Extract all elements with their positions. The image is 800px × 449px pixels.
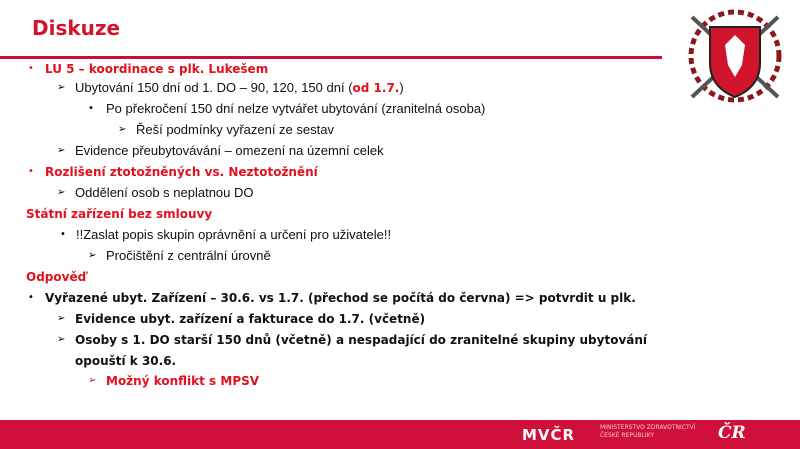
list-item: Osoby s 1. DO starší 150 dnů (včetně) a nespadající do zranitelné skupiny ubytování: [75, 333, 648, 347]
arrow-bullet-icon: ➢: [57, 334, 66, 345]
arrow-bullet-icon: ➢: [57, 187, 66, 198]
bullet-icon: •: [88, 103, 94, 114]
arrow-bullet-icon: ➢: [88, 250, 97, 261]
list-item: Možný konflikt s MPSV: [106, 374, 260, 388]
ministry-logo: MVČR: [522, 426, 576, 444]
ministry-name-line2: ČESKÉ REPUBLIKY: [600, 432, 655, 439]
list-item: Po překročení 150 dní nelze vytvářet ubytování (zranitelná osoba): [106, 101, 486, 116]
list-item: Pročištění z centrální úrovně: [106, 248, 271, 263]
list-item: Evidence přeubytovávání – omezení na územní celek: [75, 143, 384, 158]
arrow-bullet-icon: ➢: [57, 82, 66, 93]
bullet-icon: •: [28, 292, 34, 303]
list-item-tail: ): [399, 80, 404, 95]
list-item-text: Ubytování 150 dní od 1. DO – 90, 120, 150 dní (: [75, 80, 353, 95]
arrow-bullet-icon: ➢: [57, 145, 66, 156]
list-item-continuation: opouští k 30.6.: [75, 354, 177, 368]
list-item: Rozlišení ztotožněných vs. Neztotožnění: [45, 165, 318, 179]
bullet-icon: •: [28, 166, 34, 177]
arrow-bullet-icon: ➢: [57, 313, 66, 324]
section-heading: Odpověď: [26, 270, 87, 284]
highlight-text: od 1.7.: [352, 81, 400, 95]
czr-logo: ČR: [718, 423, 746, 443]
section-heading: Státní zařízení bez smlouvy: [26, 207, 213, 221]
arrow-bullet-icon: ➢: [88, 375, 97, 386]
bullet-icon: •: [28, 63, 34, 74]
ministry-name: [600, 424, 696, 440]
list-item: Řeší podmínky vyřazení ze sestav: [136, 122, 334, 137]
list-item: LU 5 – koordinace s plk. Lukešem: [45, 62, 269, 76]
bullet-icon: •: [60, 229, 66, 240]
title-divider: [0, 56, 662, 59]
list-item: [75, 80, 404, 96]
list-item: Oddělení osob s neplatnou DO: [75, 185, 254, 200]
list-item: Vyřazené ubyt. Zařízení – 30.6. vs 1.7. (přechod se počítá do června) => potvrdit u plk.: [45, 291, 636, 305]
list-item: Evidence ubyt. zařízení a fakturace do 1.7. (včetně): [75, 312, 426, 326]
list-item: !!Zaslat popis skupin oprávnění a určení pro uživatele!!: [76, 227, 392, 242]
footer-bar: [0, 420, 800, 449]
ministry-name-line1: MINISTERSTVO ZDRAVOTNICTVÍ: [600, 424, 696, 431]
coat-of-arms-logo: [680, 5, 790, 107]
arrow-bullet-icon: ➢: [118, 124, 127, 135]
page-title: Diskuze: [32, 16, 121, 40]
